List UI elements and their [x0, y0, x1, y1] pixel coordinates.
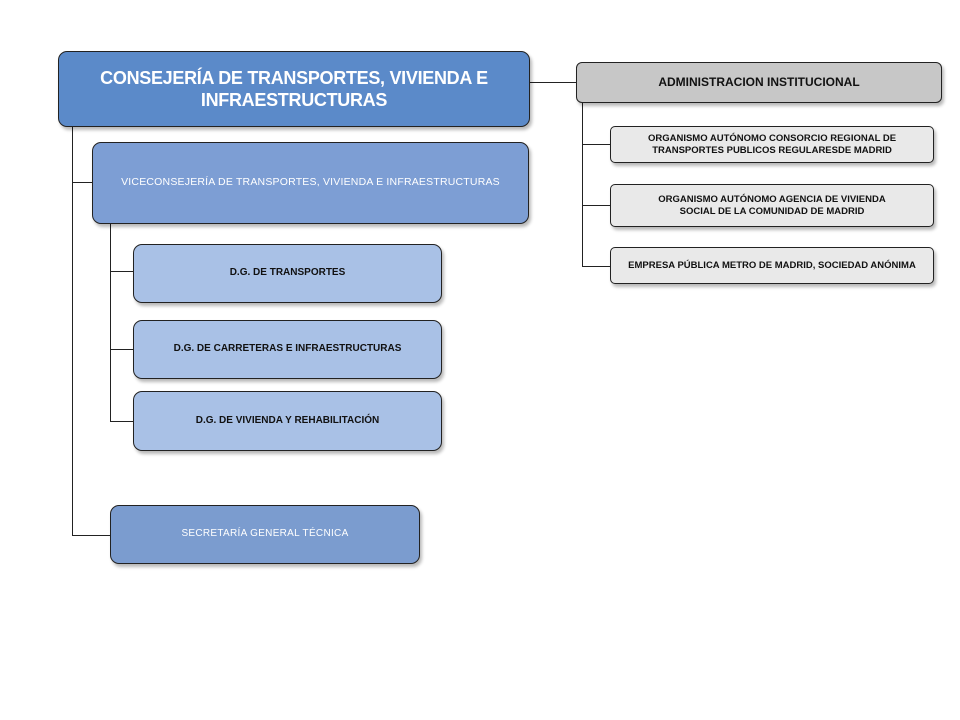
dg-transportes-box [133, 244, 442, 303]
secretaria-label: SECRETARÍA GENERAL TÉCNICA [181, 528, 349, 540]
entity-consorcio-line1: ORGANISMO AUTÓNOMO CONSORCIO REGIONAL DE [647, 132, 897, 144]
dg-carreteras-box [133, 320, 442, 379]
dg-vivienda-box [133, 391, 442, 451]
entity-metro-box [610, 247, 934, 284]
dg-transportes-label: D.G. DE TRANSPORTES [229, 267, 346, 279]
viceconsejeria-label: VICECONSEJERÍA DE TRANSPORTES, VIVIENDA E INFRAESTRUCTURAS [121, 176, 500, 189]
consejeria-box [58, 51, 530, 127]
administracion-title: ADMINISTRACION INSTITUCIONAL [658, 75, 860, 89]
entity-agencia-line1: ORGANISMO AUTÓNOMO AGENCIA DE VIVIENDA [658, 193, 886, 205]
entity-metro-label: EMPRESA PÚBLICA METRO DE MADRID, SOCIEDAD ANÓNIMA [628, 259, 916, 271]
entity-consorcio-box [610, 126, 934, 163]
entity-agencia-box [610, 184, 934, 227]
secretaria-box [110, 505, 420, 564]
dg-carreteras-label: D.G. DE CARRETERAS E INFRAESTRUCTURAS [173, 343, 402, 355]
entity-consorcio-line2: TRANSPORTES PUBLICOS REGULARESDE MADRID [652, 144, 892, 156]
entity-agencia-line2: SOCIAL DE LA COMUNIDAD DE MADRID [679, 205, 865, 217]
consejeria-title-line2: INFRAESTRUCTURAS [200, 90, 388, 110]
consejeria-title-line1: CONSEJERÍA DE TRANSPORTES, VIVIENDA E [100, 67, 488, 88]
dg-vivienda-label: D.G. DE VIVIENDA Y REHABILITACIÓN [195, 414, 380, 426]
administracion-box [576, 62, 942, 103]
viceconsejeria-box [92, 142, 529, 224]
